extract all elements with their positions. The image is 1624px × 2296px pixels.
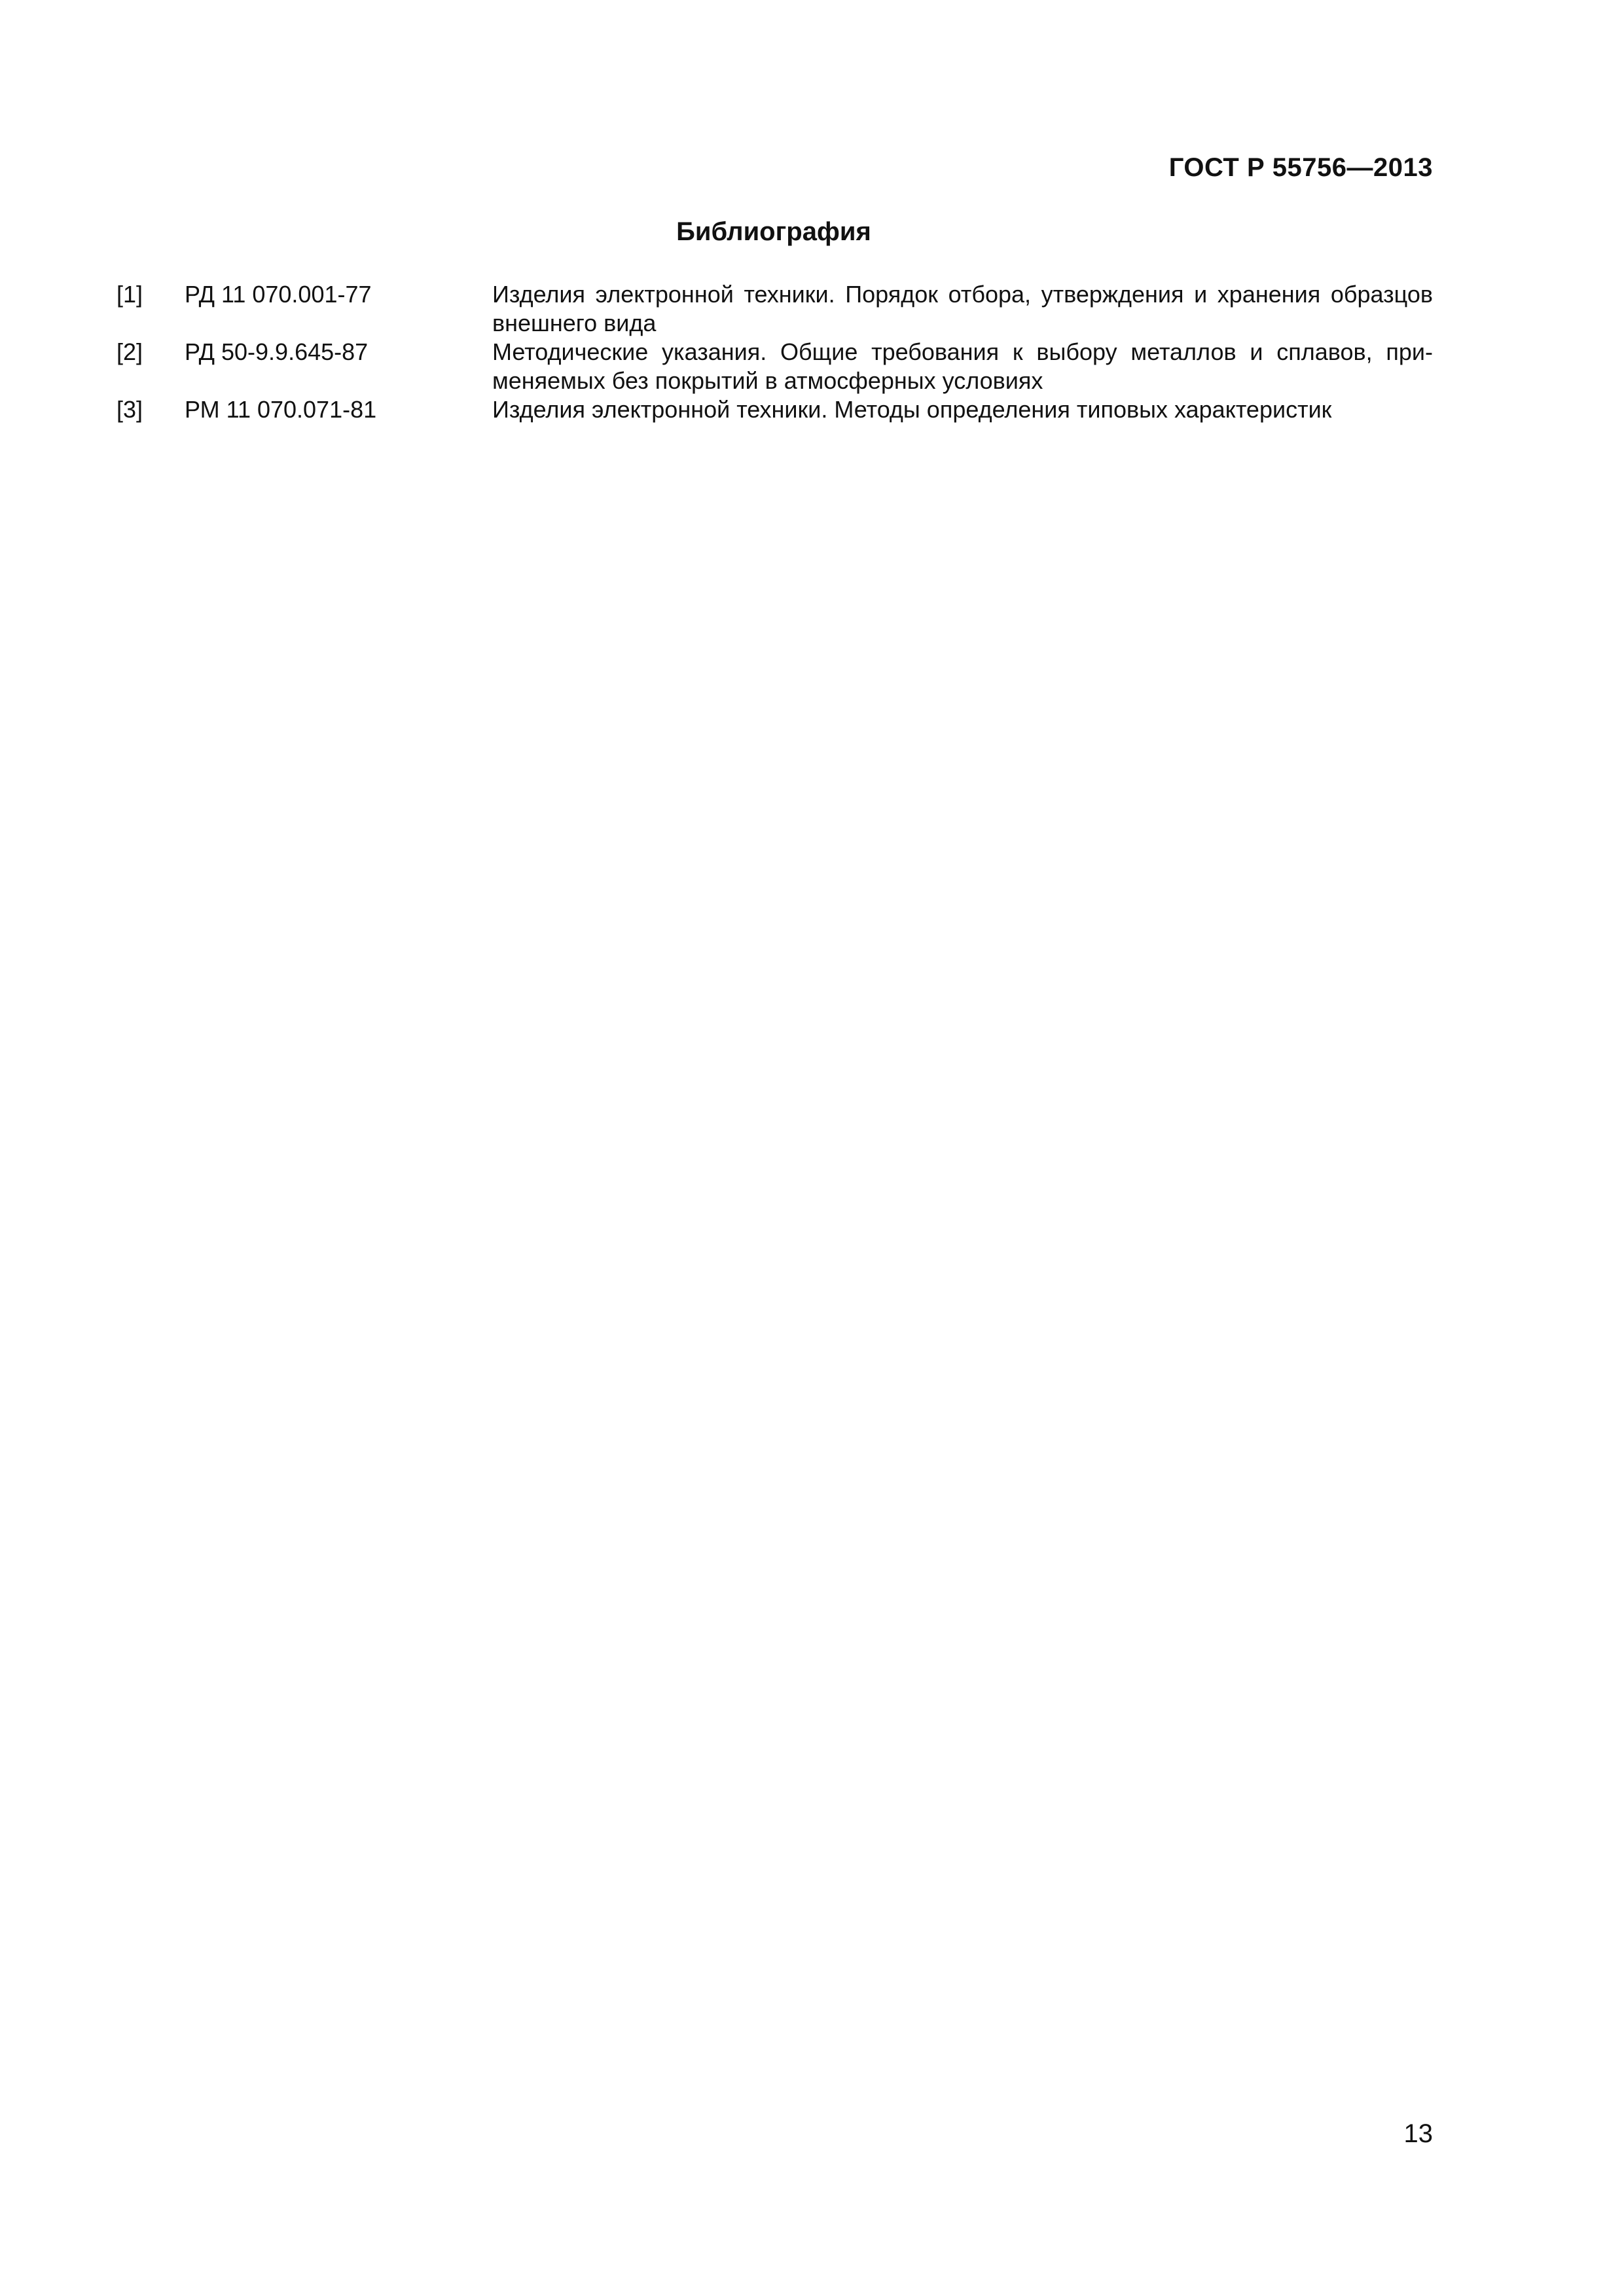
entry-number: [1] xyxy=(117,281,143,308)
section-title: Библиография xyxy=(676,217,871,246)
entry-document-code: РД 11 070.001-77 xyxy=(185,281,372,308)
entry-document-code: РД 50-9.9.645-87 xyxy=(185,338,369,365)
entry-document-code: РМ 11 070.071-81 xyxy=(185,396,377,423)
document-code-header: ГОСТ Р 55756—2013 xyxy=(1168,153,1433,182)
bibliography-entry xyxy=(117,338,1433,395)
page-number: 13 xyxy=(1403,2119,1433,2148)
entry-title: Изделия электронной техники. Методы определения типовых характеристик xyxy=(492,396,1332,423)
entry-title: Методические указания. Общие требования к выбору металлов и сплавов, применяемых без покрытий в атмосферных условиях xyxy=(492,338,1433,394)
entry-title: Изделия электронной техники. Порядок отбора, утверждения и хранения образцов внешнего вида xyxy=(492,281,1433,336)
bibliography-list xyxy=(117,280,1433,424)
bibliography-entry xyxy=(117,395,1433,424)
entry-number: [2] xyxy=(117,338,143,365)
bibliography-entry xyxy=(117,280,1433,338)
entry-number: [3] xyxy=(117,396,143,423)
